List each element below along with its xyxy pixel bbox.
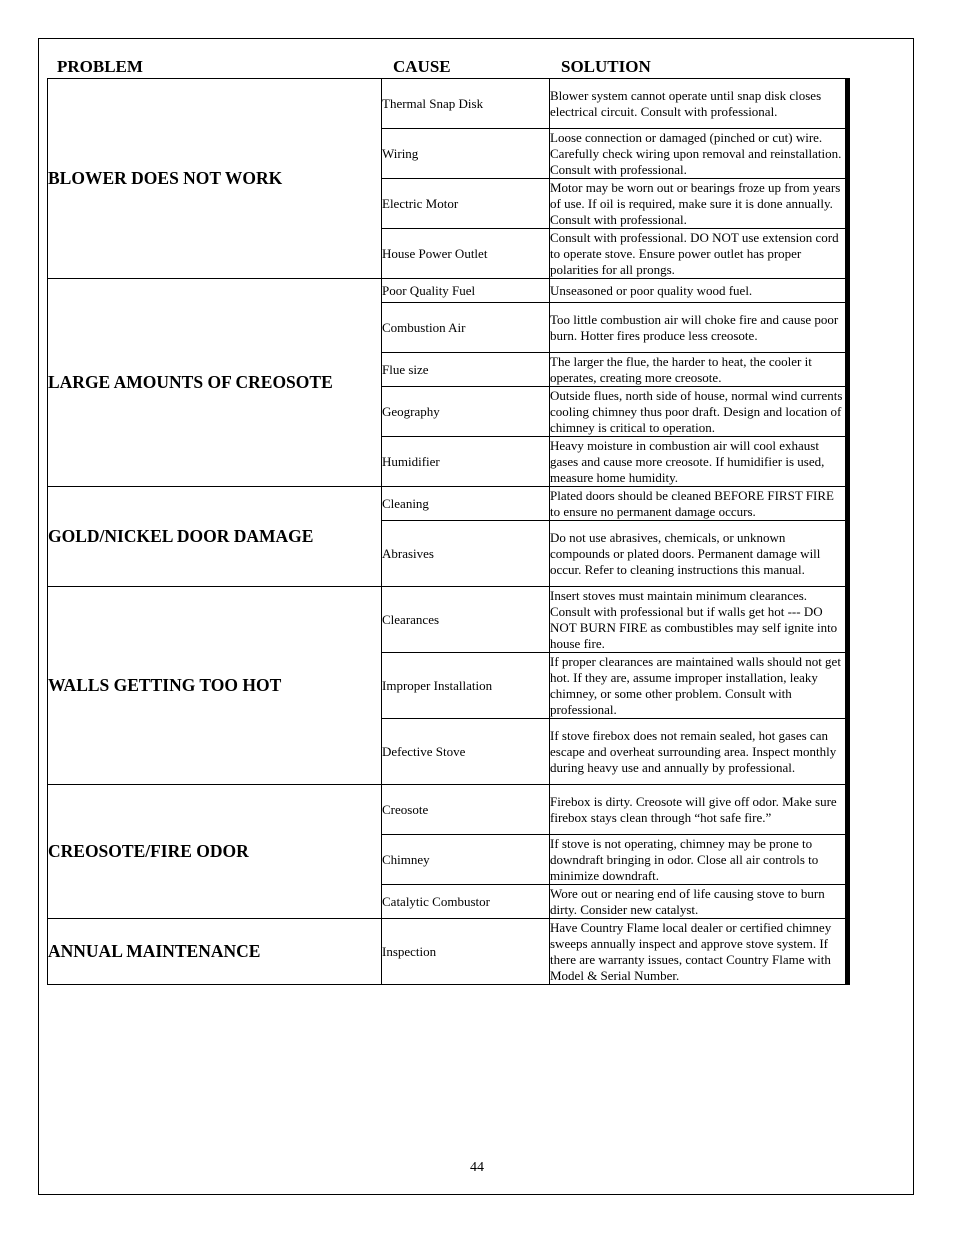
page-number: 44 [470,1160,484,1175]
table-row [48,487,846,521]
solution-cell: Motor may be worn out or bearings froze up from years of use. If oil is required, make sure it is done annually. Consult with professional. [550,179,846,229]
table-row [48,919,846,985]
solution-cell: If stove is not operating, chimney may be prone to downdraft bringing in odor. Close all air controls to minimize downdraft. [550,835,846,885]
solution-cell: Have Country Flame local dealer or certified chimney sweeps annually inspect and approve stove system. If there are warranty issues, contact Country Flame with Model & Serial Number. [550,919,846,985]
right-border-rule [846,78,850,985]
problem-cell: GOLD/NICKEL DOOR DAMAGE [48,487,382,587]
cause-cell: Inspection [382,919,550,985]
cause-cell: Wiring [382,129,550,179]
header-cause: CAUSE [393,57,451,76]
problem-cell: ANNUAL MAINTENANCE [48,919,382,985]
troubleshooting-table [47,78,847,985]
cause-cell: Geography [382,387,550,437]
problem-cell: LARGE AMOUNTS OF CREOSOTE [48,279,382,487]
cause-cell: Humidifier [382,437,550,487]
solution-cell: Heavy moisture in combustion air will cool exhaust gases and cause more creosote. If humidifier is used, measure home humidity. [550,437,846,487]
solution-cell: Plated doors should be cleaned BEFORE FIRST FIRE to ensure no permanent damage occurs. [550,487,846,521]
cause-cell: Electric Motor [382,179,550,229]
problem-cell: CREOSOTE/FIRE ODOR [48,785,382,919]
cause-cell: Clearances [382,587,550,653]
solution-cell: The larger the flue, the harder to heat, the cooler it operates, creating more creosote. [550,353,846,387]
solution-cell: Consult with professional. DO NOT use extension cord to operate stove. Ensure power outlet has proper polarities for all prongs. [550,229,846,279]
cause-cell: Poor Quality Fuel [382,279,550,303]
cause-cell: Defective Stove [382,719,550,785]
problem-cell: BLOWER DOES NOT WORK [48,79,382,279]
solution-cell: Firebox is dirty. Creosote will give off odor. Make sure firebox stays clean through “hot safe fire.” [550,785,846,835]
table-row [48,79,846,129]
solution-cell: Insert stoves must maintain minimum clearances. Consult with professional but if walls get hot --- DO NOT BURN FIRE as combustibles may self ignite into house fire. [550,587,846,653]
cause-cell: Improper Installation [382,653,550,719]
problem-cell: WALLS GETTING TOO HOT [48,587,382,785]
cause-cell: Combustion Air [382,303,550,353]
cause-cell: House Power Outlet [382,229,550,279]
header-solution: SOLUTION [561,57,651,76]
solution-cell: Too little combustion air will choke fire and cause poor burn. Hotter fires produce less creosote. [550,303,846,353]
table-row [48,587,846,653]
solution-cell: If proper clearances are maintained walls should not get hot. If they are, assume improper installation, leaky chimney, or some other problem. Consult with professional. [550,653,846,719]
header-problem: PROBLEM [57,57,143,76]
solution-cell: Do not use abrasives, chemicals, or unknown compounds or plated doors. Permanent damage will occur. Refer to cleaning instructions this manual. [550,521,846,587]
cause-cell: Flue size [382,353,550,387]
cause-cell: Thermal Snap Disk [382,79,550,129]
cause-cell: Catalytic Combustor [382,885,550,919]
cause-cell: Abrasives [382,521,550,587]
table-row [48,785,846,835]
solution-cell: Wore out or nearing end of life causing stove to burn dirty. Consider new catalyst. [550,885,846,919]
solution-cell: Unseasoned or poor quality wood fuel. [550,279,846,303]
table-row [48,279,846,303]
cause-cell: Creosote [382,785,550,835]
solution-cell: Blower system cannot operate until snap disk closes electrical circuit. Consult with professional. [550,79,846,129]
solution-cell: If stove firebox does not remain sealed, hot gases can escape and overheat surrounding area. Inspect monthly during heavy use and annually by professional. [550,719,846,785]
solution-cell: Outside flues, north side of house, normal wind currents cooling chimney thus poor draft. Design and location of chimney is critical to operation. [550,387,846,437]
cause-cell: Cleaning [382,487,550,521]
cause-cell: Chimney [382,835,550,885]
solution-cell: Loose connection or damaged (pinched or cut) wire. Carefully check wiring upon removal and reinstallation. Consult with professional. [550,129,846,179]
